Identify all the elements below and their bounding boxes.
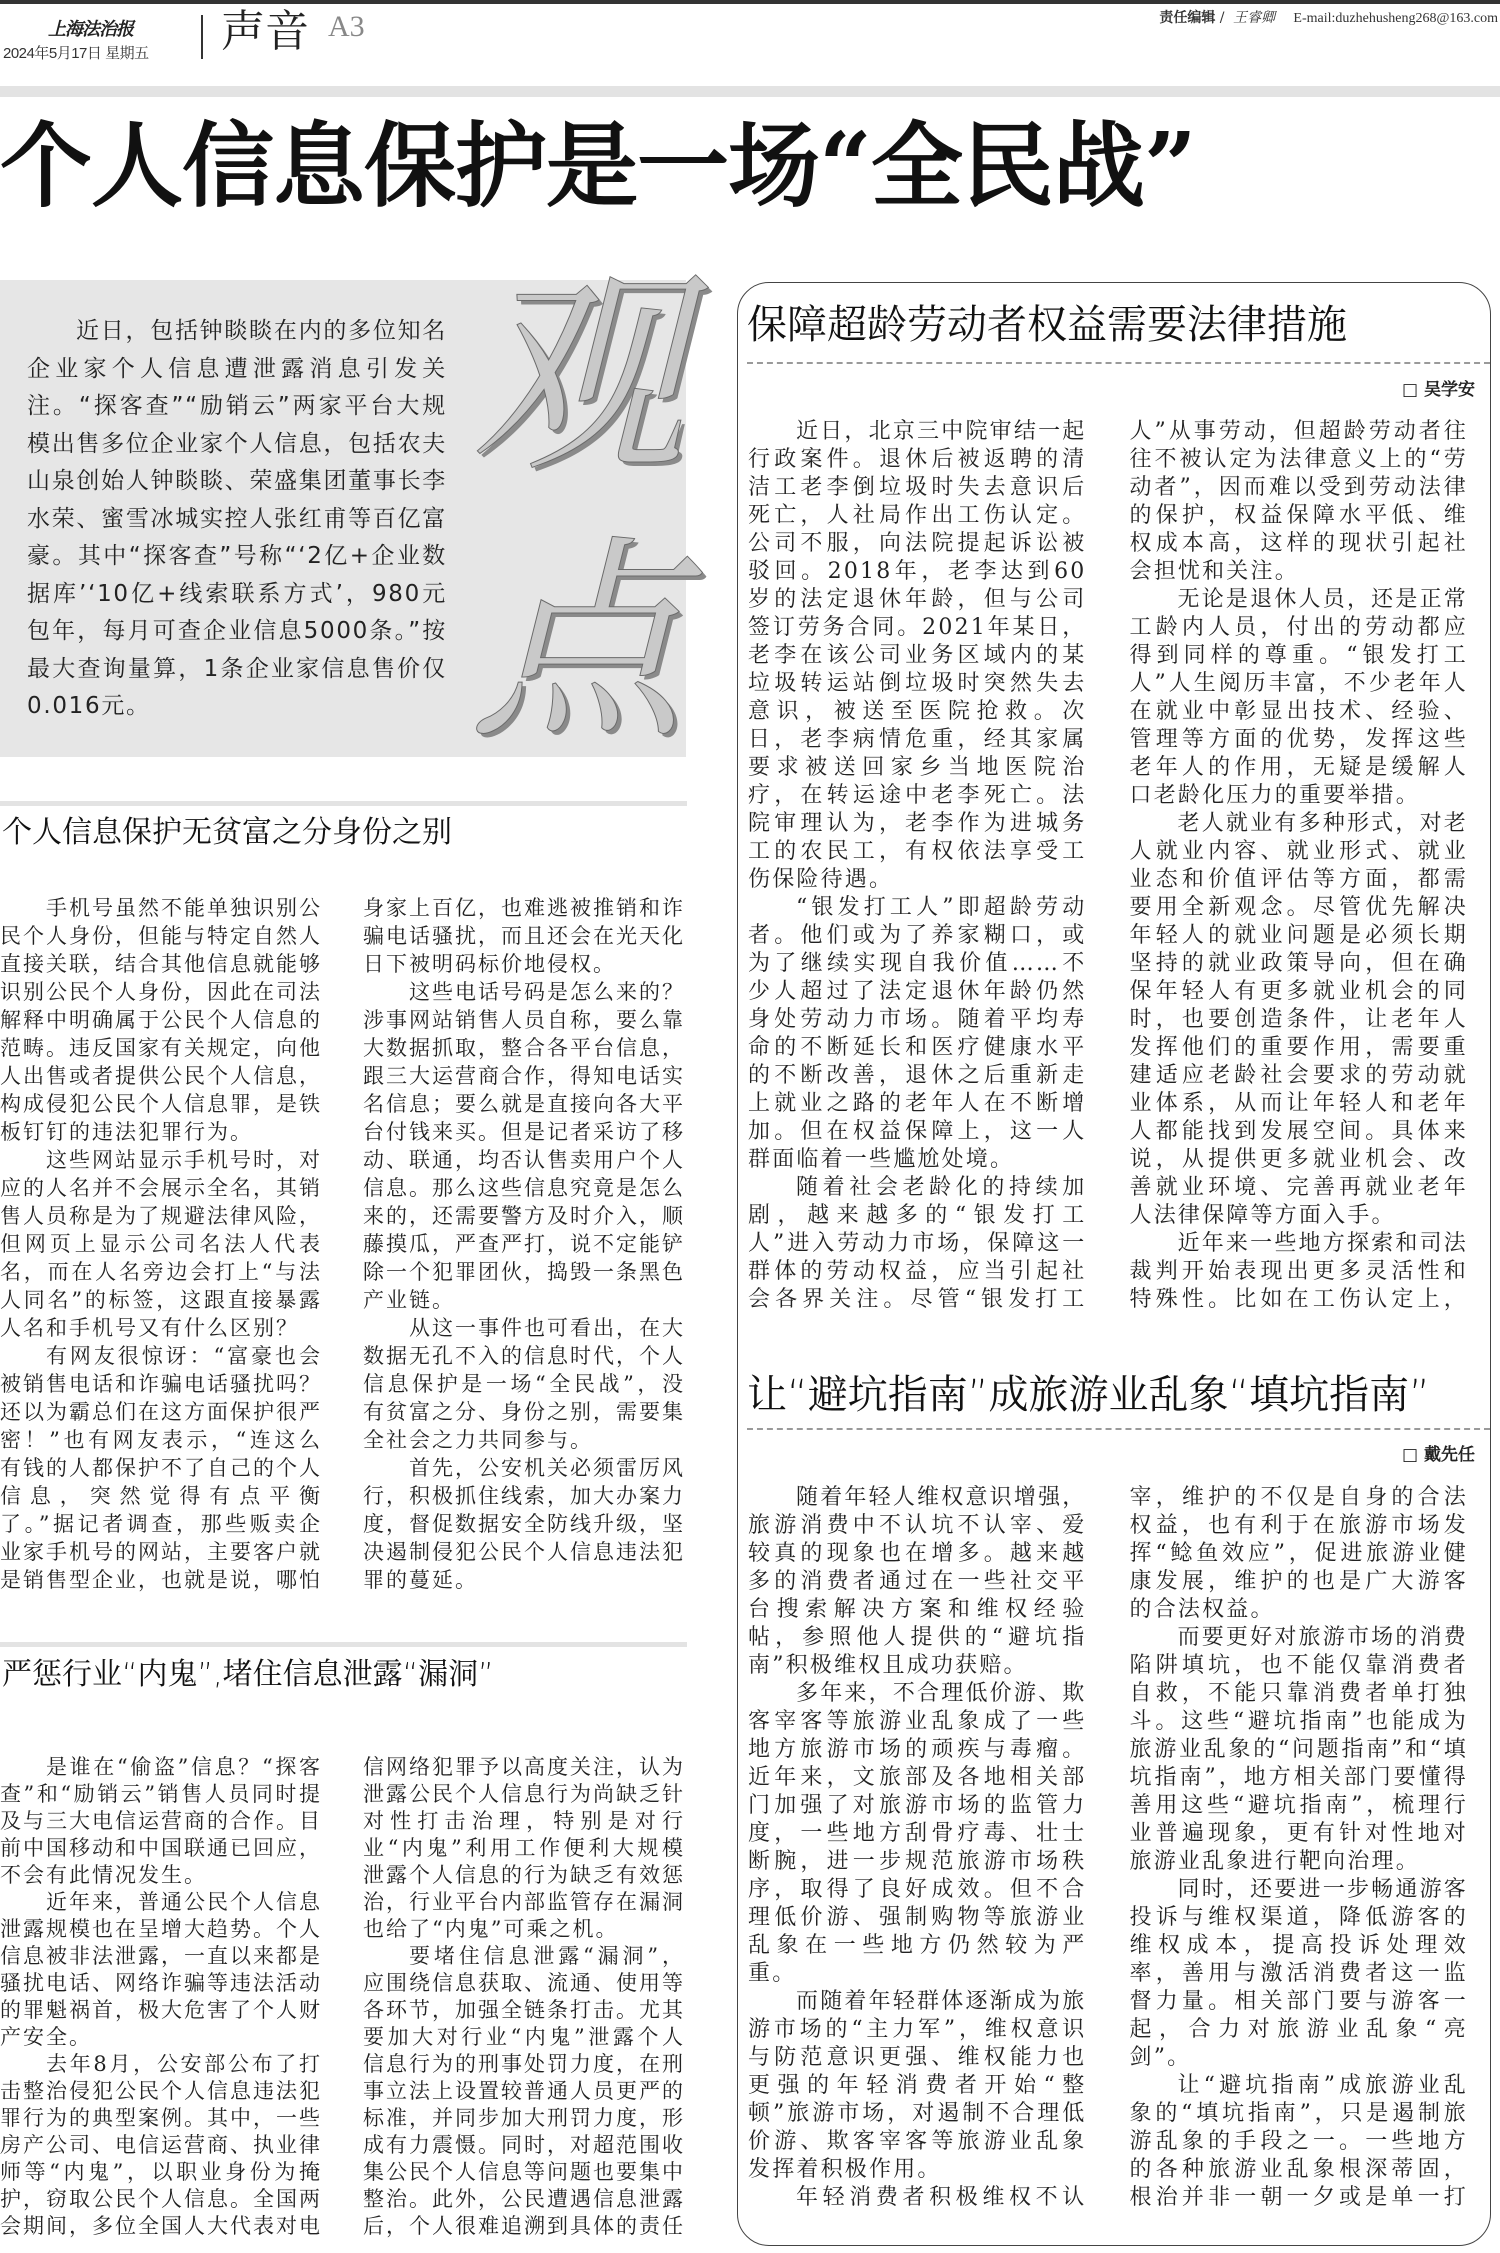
byline-box-icon: □ xyxy=(1401,1445,1418,1465)
paragraph: 老人就业有多种形式，对老人就业内容、就业形式、就业业态和价值评估等方面，都需要用全新观念。尽管优先解决年轻人的就业问题是必须长期坚持的就业政策导向，但在确保年轻人有更多就业机会的同时，也要创造条件，让老年人发挥他们的重要作用，需要重建适应老龄社会要求的劳动就业体系，从而让年轻人和老年人都能找到发展空间。具体来说，从提供更多就业机会、改善就业环境、完善再就业老年人法律保障等方面入手。 xyxy=(1129,811,1468,1228)
editor-name: 王睿卿 xyxy=(1232,10,1275,26)
byline xyxy=(1402,375,1475,400)
paragraph: “银发打工人”即超龄劳动者。他们或为了养家糊口，或为了继续实现自我价值……不少人超过了法定退休年龄仍然身处劳动力市场。随着平均寿命的不断延长和医疗健康水平的不断改善，退休之后重新走上就业之路的老年人在不断增加。但在权益保障上，这一人群面临着一些尴尬处境。 xyxy=(748,895,1087,1172)
byline-box-icon: □ xyxy=(1401,380,1418,400)
page-headline: 个人信息保护是一场“全民战” xyxy=(0,112,1196,220)
section-name: 声音 xyxy=(221,6,309,57)
newspaper-logo: 上海法治报 xyxy=(48,19,133,40)
paragraph: 这些电话号码是怎么来的？涉事网站销售人员自称，要么靠大数据抓取，整合各平台信息，跟三大运营商合作，得知电话实名信息；要么就是直接向各大平台付钱来买。但是记者采访了移动、联通，均否认售卖用户个人信息。那么这些信息究竟是怎么来的，还需要警方及时介入，顺藤摸瓜，严查严打，说不定能铲除一个犯罪团伙，捣毁一条黑色产业链。 xyxy=(363,980,685,1312)
paragraph: 而要更好对旅游市场的消费陷阱填坑，也不能仅靠消费者自救，不能只靠消费者单打独斗。这些“避坑指南”也能成为旅游业乱象的“问题指南”和“填坑指南”，地方相关部门要懂得善用这些“避坑指南”，梳理行业普遍现象，更有针对性地对旅游业乱象进行靶向治理。 xyxy=(1129,1625,1468,1874)
article-title: 保障超龄劳动者权益需要法律措施 xyxy=(747,302,1347,348)
intro-text: 近日，包括钟睒睒在内的多位知名企业家个人信息遭泄露消息引发关注。“探客查”“励销云”两家平台大规模出售多位企业家个人信息，包括农夫山泉创始人钟睒睒、荣盛集团董事长李水荣、蜜雪冰城实控人张红甫等百亿富豪。其中“探客查”号称“‘2亿+企业数据库’‘10亿+线索联系方式’，980元包年，每月可查企业信息5000条。”按最大查询量算，1条企业家信息售价仅0.016元。 xyxy=(27,318,447,719)
paragraph: 是谁在“偷盗”信息？“探客查”和“励销云”销售人员同时提及与三大电信运营商的合作。目前中国移动和中国联通已回应，不会有此情况发生。 xyxy=(0,1755,322,1887)
author-name: 戴先任 xyxy=(1424,1445,1475,1465)
byline xyxy=(1402,1440,1475,1465)
article-title: 严惩行业“内鬼”,堵住信息泄露“漏洞” xyxy=(2,1657,494,1692)
article-body xyxy=(748,1484,1468,2212)
article-body xyxy=(0,1754,685,2240)
paragraph: 同时，还要进一步畅通游客投诉与维权渠道，降低游客的维权成本，提高投诉处理效率，善用与激活消费者这一监督力量。相关部门要与游客一起，合力对旅游业乱象“亮剑”。 xyxy=(1129,1877,1468,2070)
article-body xyxy=(748,418,1468,1314)
paragraph: 随着年轻人维权意识增强，旅游消费中不认坑不认宰、爱较真的现象也在增多。越来越多的消费者通过在一些社交平台搜索解决方案和维权经验帖，参照他人提供的“避坑指南”积极维权且成功获赔。 xyxy=(748,1485,1087,1678)
paragraph: 去年8月，公安部公布了打击整治侵犯公民个人信息违法犯罪行为的典型案例。其中，一些房产公司、电信运营商、执业律师等“内鬼”，以职业身份为掩护，窃取公民个人信息。全国两会期间，多位全国人大代表对电信网络犯罪予以高度关注，认为泄露公民个人信息行为尚缺乏针对性打击治理，特别是对行业“内鬼”利用工作便利大规模泄露个人信息的行为缺乏有效惩治，行业平台内部监管存在漏洞也给了“内鬼”可乘之机。 xyxy=(0,1755,685,2238)
paragraph: 从这一事件也可看出，在大数据无孔不入的信息时代，个人信息保护是一场“全民战”，没有贫富之分、身份之别，需要集全社会之力共同参与。 xyxy=(363,1316,685,1452)
paragraph: 有网友很惊讶：“富豪也会被销售电话和诈骗电话骚扰吗？还以为霸总们在这方面保护很严密！”也有网友表示，“连这么有钱的人都保护不了自己的个人信息，突然觉得有点平衡了。”据记者调查，那些贩卖企业家手机号的网站，主要客户就是销售型企业，也就是说，哪怕身家上百亿，也难逃被推销和诈骗电话骚扰，而且还会在光天化日下被明码标价地侵权。 xyxy=(0,896,685,1592)
author-name: 吴学安 xyxy=(1424,380,1475,400)
section-divider xyxy=(0,801,687,806)
title-rule xyxy=(747,1428,1490,1430)
page-number: A3 xyxy=(328,10,365,43)
article-body xyxy=(0,894,685,1594)
viewpoint-badge-char-2: 点 xyxy=(470,517,685,768)
header-band xyxy=(0,86,1500,97)
paragraph: 手机号虽然不能单独识别公民个人身份，但能与特定自然人直接关联，结合其他信息就能够识别公民个人身份，因此在司法解释中明确属于公民个人信息的范畴。违反国家有关规定，向他人出售或者提供公民个人信息，构成侵犯公民个人信息罪，是铁板钉钉的违法犯罪行为。 xyxy=(0,896,322,1144)
paragraph: 这些网站显示手机号时，对应的人名并不会展示全名，其销售人员称是为了规避法律风险，但网页上显示公司名法人代表名，而在人名旁边会打上“与法人同名”的标签，这跟直接暴露人名和手机号又有什么区别？ xyxy=(0,1148,322,1340)
paragraph: 无论是退休人员，还是正常工龄内人员，付出的劳动都应得到同样的尊重。“银发打工人”人生阅历丰富，不少老年人在就业中彰显出技术、经验、管理等方面的优势，发挥这些老年人的作用，无疑是缓解人口老龄化压力的重要举措。 xyxy=(1129,587,1468,808)
paragraph: 年轻消费者积极维权不认宰，维护的不仅是自身的合法权益，也有利于在旅游市场发挥“鲶鱼效应”，促进旅游业健康发展，维护的也是广大游客的合法权益。 xyxy=(796,1485,1468,2210)
editor-label: 责任编辑 xyxy=(1159,10,1216,26)
paragraph: 多年来，不合理低价游、欺客宰客等旅游业乱象成了一些地方旅游市场的顽疾与毒瘤。近年来，文旅部及各地相关部门加强了对旅游市场的监管力度，一些地方刮骨疗毒、壮士断腕，进一步规范旅游市场秩序，取得了良好成效。但不合理低价游、强制购物等旅游业乱象在一些地方仍然较为严重。 xyxy=(748,1681,1087,1986)
paragraph: 让“避坑指南”成旅游业乱象的“填坑指南”，只是遏制旅游乱象的手段之一。一些地方的各种旅游业乱象根深蒂固，根治并非一朝一夕或是单一打 xyxy=(1129,2073,1468,2210)
viewpoint-badge-char-1: 观 xyxy=(470,250,685,501)
paragraph: 近年来，普通公民个人信息泄露规模也在呈增大趋势。个人信息被非法泄露，一直以来都是骚扰电话、网络诈骗等违法活动的罪魁祸首，极大危害了个人财产安全。 xyxy=(0,1890,322,2049)
title-rule xyxy=(747,362,1490,364)
paragraph: 近年来一些地方探索和司法裁判开始表现出更多灵活性和特殊性。比如在工伤认定上， xyxy=(1129,1231,1468,1312)
article-title: 个人信息保护无贫富之分身份之别 xyxy=(2,815,452,850)
editor-separator: / xyxy=(1219,10,1225,26)
paragraph: 而随着年轻群体逐渐成为旅游市场的“主力军”，维权意识与防范意识更强、维权能力也更强的年轻消费者开始“整顿”旅游市场，对遏制不合理低价游、欺客宰客等旅游业乱象发挥着积极作用。 xyxy=(748,1989,1087,2182)
editor-email: E-mail:duzhehusheng268@163.com xyxy=(1293,11,1498,26)
paragraph: 随着社会老龄化的持续加剧，越来越多的“银发打工人”进入劳动力市场，保障这一群体的劳动权益，应当引起社会各界关注。尽管“银发打工人”从事劳动，但超龄劳动者往往不被认定为法律意义上的“劳动者”，因而难以受到劳动法律的保护，权益保障水平低、维权成本高，这样的现状引起社会担忧和关注。 xyxy=(748,419,1468,1312)
top-rule xyxy=(0,0,1500,4)
paragraph: 首先，公安机关必须雷厉风行，积极抓住线索，加大办案力度，督促数据安全防线升级，坚决遏制侵犯公民个人信息违法犯罪的蔓延。 xyxy=(363,1456,685,1592)
paragraph: 要堵住信息泄露“漏洞”，应围绕信息获取、流通、使用等各环节，加强全链条打击。尤其要加大对行业“内鬼”泄露个人信息行为的刑事处罚力度，在刑事立法上设置较普通人员更严的标准，并同步加大刑罚力度，形成有力震慑。同时，对超范围收集公民个人信息等问题也要集中整治。此外，公民遭遇信息泄露后，个人很难追溯到具体的责任 xyxy=(363,1944,685,2238)
section-divider xyxy=(0,1642,687,1647)
article-title: 让“避坑指南”成旅游业乱象“填坑指南” xyxy=(747,1372,1430,1418)
editor-info xyxy=(1159,7,1498,27)
paragraph: 近日，北京三中院审结一起行政案件。退休后被返聘的清洁工老李倒垃圾时失去意识后死亡，人社局作出工伤认定。公司不服，向法院提起诉讼被驳回。2018年，老李达到60岁的法定退休年龄，但与公司签订劳务合同。2021年某日，老李在该公司业务区域内的某垃圾转运站倒垃圾时突然失去意识，被送至医院抢救。次日，老李病情危重，经其家属要求被送回家乡当地医院治疗，在转运途中老李死亡。法院审理认为，老李作为进城务工的农民工，有权依法享受工伤保险待遇。 xyxy=(748,419,1087,892)
masthead-divider xyxy=(201,15,203,59)
issue-date: 2024年5月17日 星期五 xyxy=(3,45,149,62)
